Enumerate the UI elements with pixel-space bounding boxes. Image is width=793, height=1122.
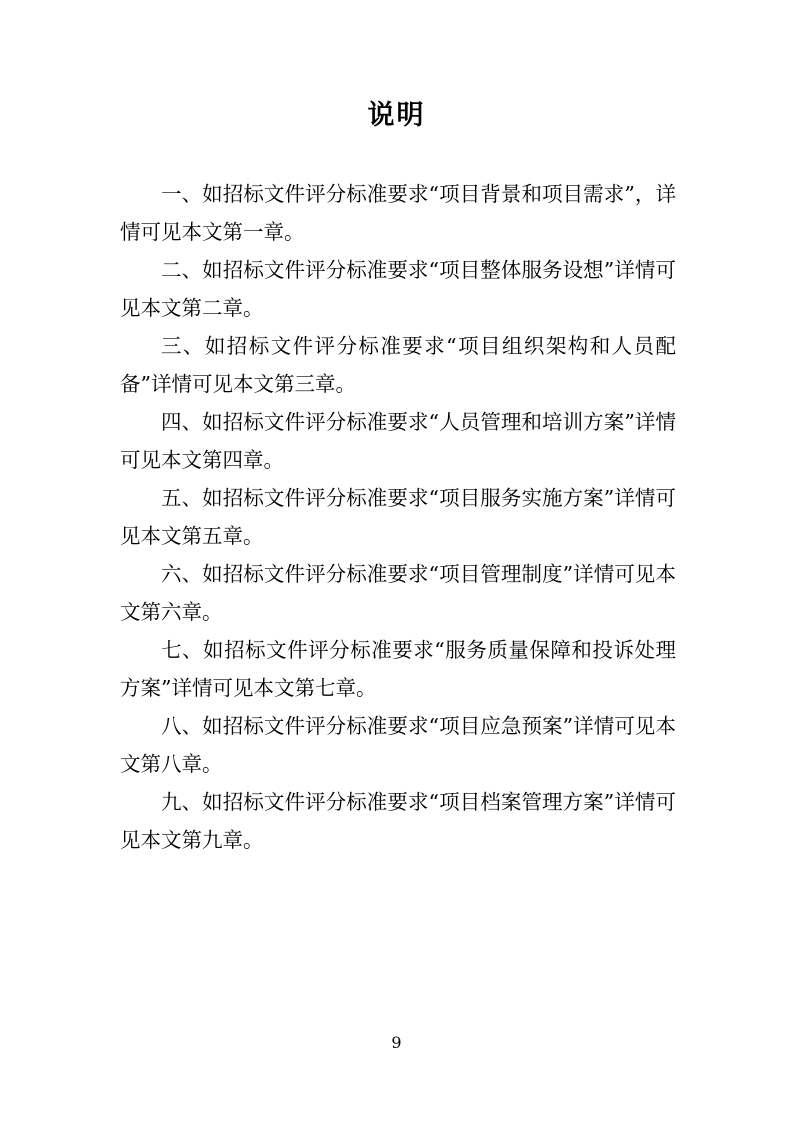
paragraph-3: 三、如招标文件评分标准要求“项目组织架构和人员配备”详情可见本文第三章。 <box>120 334 676 396</box>
page-number: 9 <box>391 1033 402 1052</box>
paragraph-7: 七、如招标文件评分标准要求“服务质量保障和投诉处理方案”详情可见本文第七章。 <box>120 638 676 700</box>
paragraph-4: 四、如招标文件评分标准要求“人员管理和培训方案”详情可见本文第四章。 <box>120 410 676 472</box>
paragraph-8: 八、如招标文件评分标准要求“项目应急预案”详情可见本文第八章。 <box>120 714 676 776</box>
paragraph-2: 二、如招标文件评分标准要求“项目整体服务设想”详情可见本文第二章。 <box>120 258 676 320</box>
paragraph-9: 九、如招标文件评分标准要求“项目档案管理方案”详情可见本文第九章。 <box>120 790 676 852</box>
document-body <box>120 175 676 859</box>
paragraph-1: 一、如招标文件评分标准要求“项目背景和项目需求”，详情可见本文第一章。 <box>120 182 676 244</box>
page-title: 说明 <box>367 100 426 131</box>
paragraph-6: 六、如招标文件评分标准要求“项目管理制度”详情可见本文第六章。 <box>120 562 676 624</box>
paragraph-5: 五、如招标文件评分标准要求“项目服务实施方案”详情可见本文第五章。 <box>120 486 676 548</box>
